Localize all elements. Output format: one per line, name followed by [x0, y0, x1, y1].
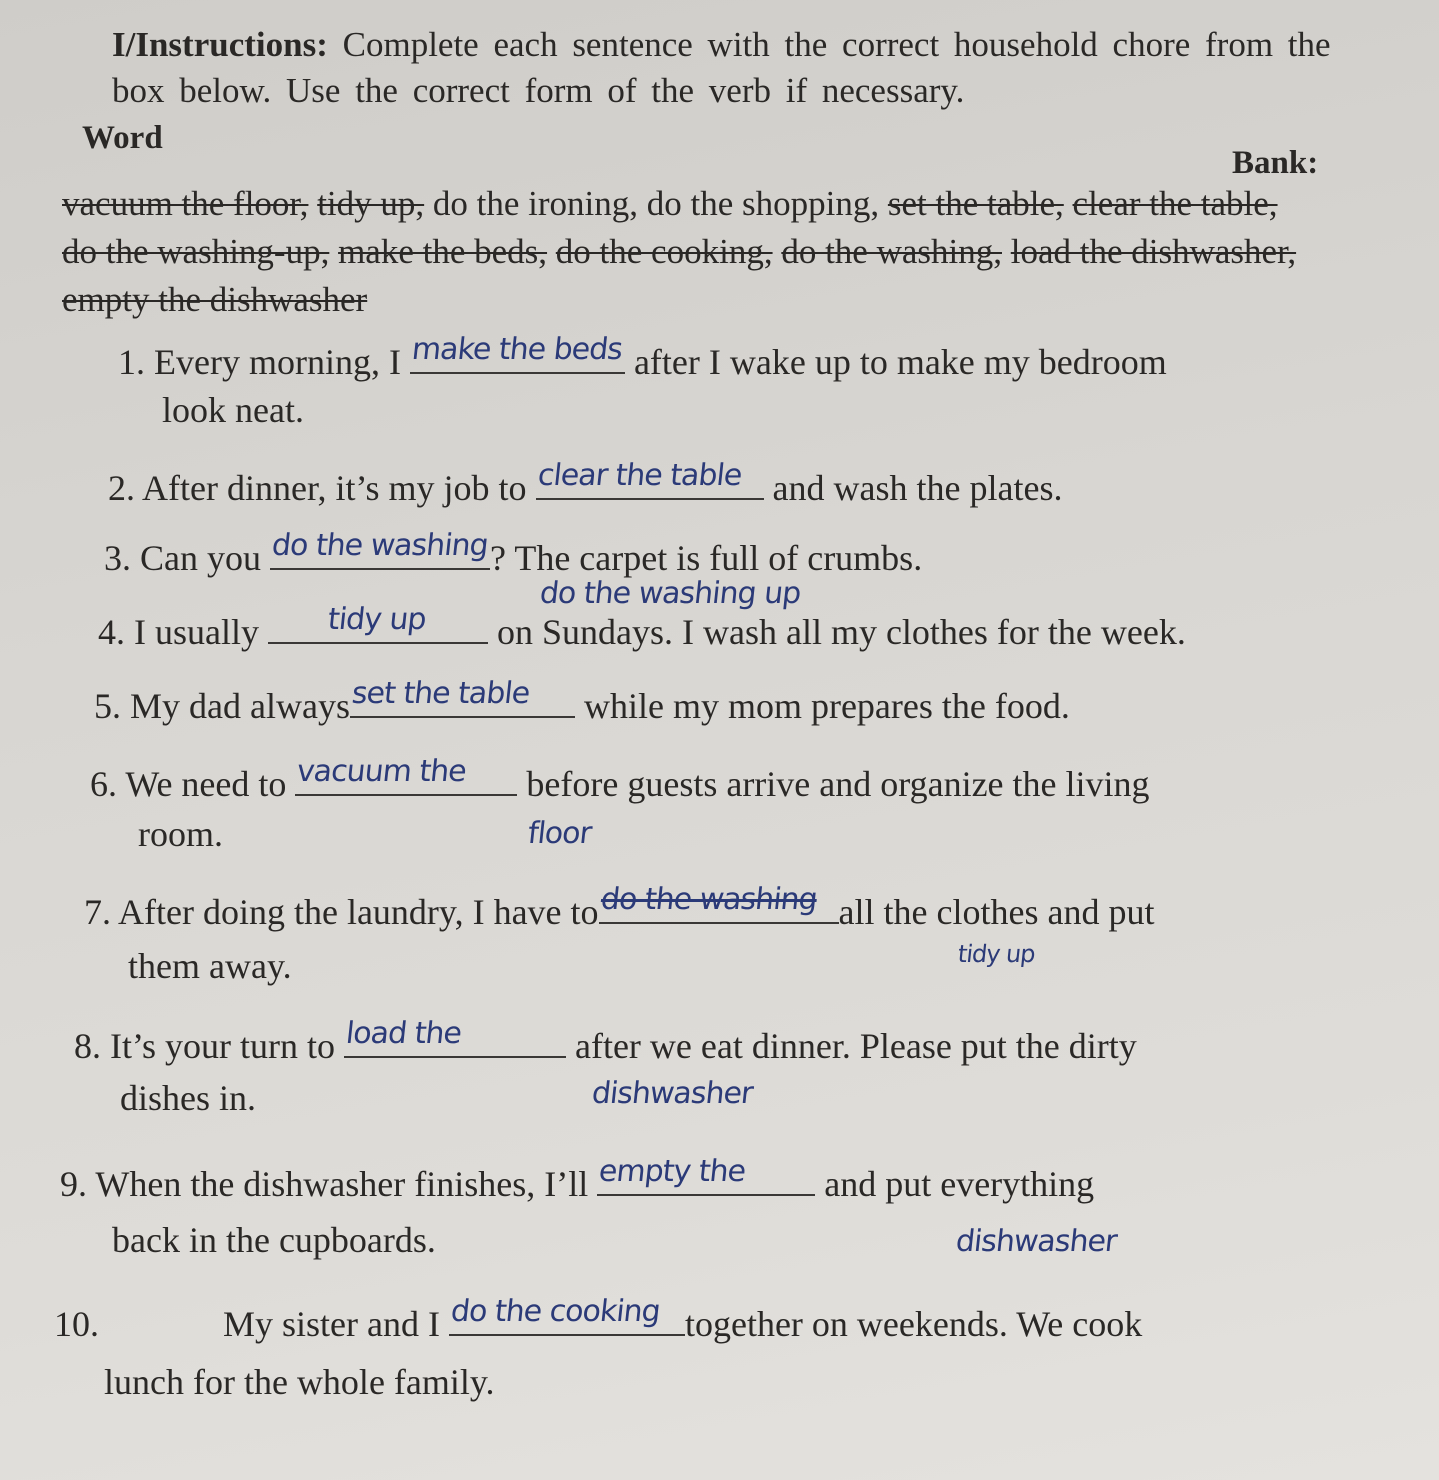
question-number: 7.	[84, 892, 111, 932]
word-bank-title-word: Word	[82, 120, 163, 156]
handwritten-answer-crossed-out: do the washing	[598, 882, 819, 917]
answer-blank[interactable]	[350, 676, 575, 718]
question-text-before: We need to	[125, 764, 287, 804]
question-text-after: and put everything	[824, 1164, 1095, 1204]
handwritten-answer: do the washing	[270, 528, 490, 563]
word-bank-item: make the beds,	[338, 232, 548, 271]
word-bank-item: set the table,	[887, 184, 1064, 223]
question-1-line2: look neat.	[162, 390, 304, 430]
question-number: 10.	[54, 1304, 99, 1344]
handwritten-answer: make the beds	[410, 332, 624, 367]
question-text-after: after I wake up to make my bedroom	[633, 342, 1167, 382]
word-bank-item: do the washing-up,	[62, 232, 330, 271]
question-8	[74, 1018, 1137, 1074]
handwritten-answer-continued: dishwasher	[590, 1076, 755, 1111]
question-text-after: ? The carpet is full of crumbs.	[490, 538, 923, 578]
question-4	[98, 604, 1186, 660]
question-text-after: together on weekends. We cook	[684, 1304, 1143, 1344]
instructions	[112, 22, 1342, 114]
answer-blank[interactable]	[270, 528, 490, 570]
word-bank-item: do the cooking,	[555, 232, 773, 271]
handwritten-answer: vacuum the	[295, 754, 468, 789]
question-text-after: on Sundays. I wash all my clothes for the week.	[496, 612, 1186, 652]
question-text-before: My dad always	[130, 686, 350, 726]
answer-blank[interactable]	[449, 1294, 685, 1336]
answer-blank[interactable]	[535, 458, 764, 500]
handwritten-answer: clear the table	[535, 458, 743, 493]
word-bank-item: do the ironing,	[432, 184, 639, 223]
question-10-line2: lunch for the whole family.	[104, 1362, 495, 1402]
answer-blank[interactable]	[268, 602, 488, 644]
instructions-label: I/Instructions:	[112, 25, 328, 64]
question-text-after: before guests arrive and organize the living	[526, 764, 1150, 804]
question-text-after: after we eat dinner. Please put the dirty	[574, 1026, 1137, 1066]
answer-blank[interactable]	[597, 1154, 815, 1196]
handwritten-answer: load the	[344, 1016, 463, 1051]
question-6	[90, 756, 1150, 812]
question-2	[108, 460, 1062, 516]
word-bank-item: clear the table,	[1072, 184, 1278, 223]
handwritten-correction: do the washing up	[538, 576, 803, 611]
question-text-before: After doing the laundry, I have to	[118, 892, 599, 932]
handwritten-answer: do the cooking	[449, 1294, 662, 1329]
question-number: 6.	[90, 764, 117, 804]
answer-blank[interactable]	[295, 754, 517, 796]
question-number: 1.	[118, 342, 145, 382]
word-bank-item: do the shopping,	[646, 184, 880, 223]
word-bank-item: do the washing,	[781, 232, 1002, 271]
question-number: 9.	[60, 1164, 87, 1204]
question-text-before: It’s your turn to	[110, 1026, 335, 1066]
handwritten-answer: tidy up	[326, 602, 428, 637]
question-5	[94, 678, 1070, 734]
question-text-before: My sister and I	[223, 1304, 440, 1344]
answer-blank[interactable]	[598, 882, 839, 924]
question-text-before: After dinner, it’s my job to	[142, 468, 527, 508]
handwritten-correction: tidy up	[956, 940, 1037, 968]
handwritten-answer-continued: floor	[526, 816, 593, 851]
question-text-before: Can you	[140, 538, 261, 578]
question-9	[60, 1156, 1094, 1212]
question-number: 5.	[94, 686, 121, 726]
question-text-after: all the clothes and put	[838, 892, 1155, 932]
question-text-before: I usually	[134, 612, 259, 652]
handwritten-answer: set the table	[350, 676, 532, 711]
handwritten-answer: empty the	[597, 1154, 748, 1189]
question-text-before: When the dishwasher finishes, I’ll	[95, 1164, 589, 1204]
word-bank-list	[62, 180, 1352, 324]
word-bank-item: empty the dishwasher	[62, 280, 368, 319]
question-7-line2: them away.	[128, 946, 292, 986]
instructions-text: Complete each sentence with the correct household chore from the box below. Use the correct form of the verb if necessary.	[112, 25, 1331, 110]
question-6-line2: room.	[138, 814, 223, 854]
word-bank-item: tidy up,	[317, 184, 425, 223]
handwritten-answer-continued: dishwasher	[954, 1224, 1119, 1259]
question-8-line2: dishes in.	[120, 1078, 257, 1118]
question-text-after: while my mom prepares the food.	[583, 686, 1070, 726]
answer-blank[interactable]	[410, 332, 625, 374]
question-text-before: Every morning, I	[154, 342, 401, 382]
word-bank-title-bank: Bank:	[1232, 145, 1319, 181]
question-number: 3.	[104, 538, 131, 578]
question-number: 8.	[74, 1026, 101, 1066]
question-10	[54, 1296, 1142, 1352]
question-9-line2: back in the cupboards.	[112, 1220, 436, 1260]
question-number: 4.	[98, 612, 125, 652]
word-bank-item: load the dishwasher,	[1010, 232, 1297, 271]
answer-blank[interactable]	[344, 1016, 566, 1058]
word-bank-item: vacuum the floor,	[62, 184, 309, 223]
question-7	[84, 884, 1154, 940]
question-text-after: and wash the plates.	[772, 468, 1063, 508]
question-number: 2.	[108, 468, 135, 508]
